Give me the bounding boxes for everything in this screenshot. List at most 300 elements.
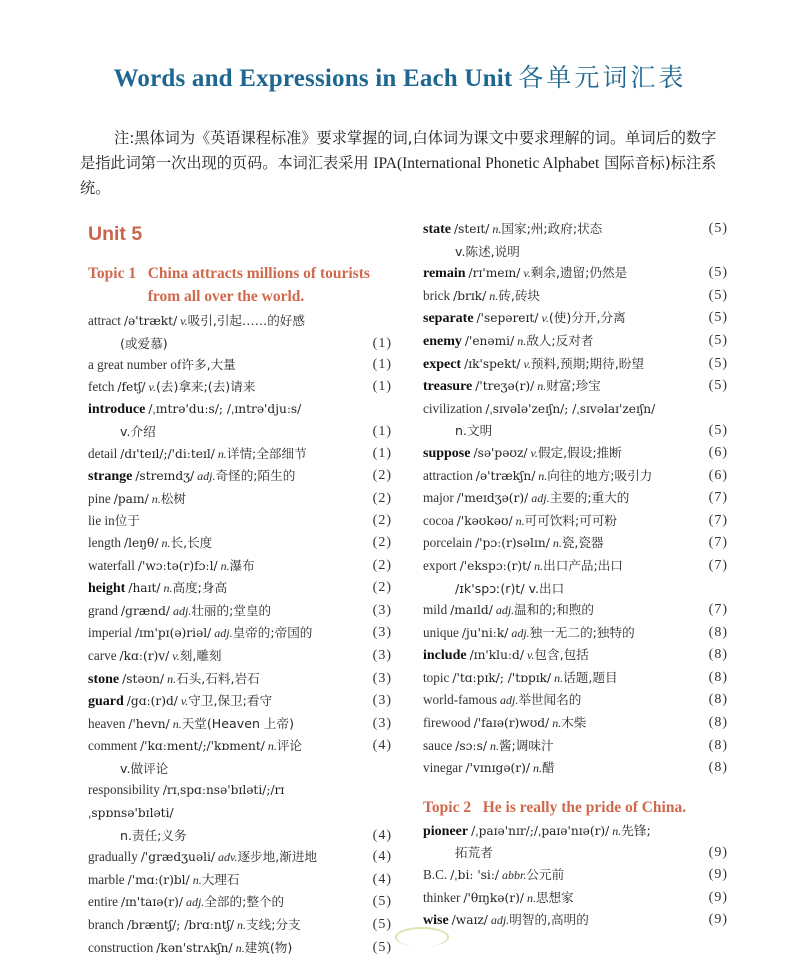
entry-meaning: 独一无二的;独特的 xyxy=(529,624,635,640)
vocab-entry xyxy=(88,937,392,959)
entry-part-of-speech: n. xyxy=(217,446,227,461)
entry-word: include xyxy=(423,648,467,664)
entry-page-number: (7) xyxy=(708,557,728,573)
entry-word: major xyxy=(423,490,454,506)
entry-page-number: (5) xyxy=(372,894,392,910)
entry-phonetic: /maɪld/ xyxy=(450,603,493,618)
vocab-entry xyxy=(423,262,728,285)
publisher-logo-icon xyxy=(395,927,449,947)
entry-meaning: 向往的地方;吸引力 xyxy=(547,467,653,483)
entry-page-number: (7) xyxy=(708,512,728,528)
entry-word: world-famous xyxy=(423,692,497,708)
entry-part-of-speech: n. xyxy=(192,872,202,887)
vocab-entry-continuation xyxy=(88,758,392,780)
entry-word: B.C. xyxy=(423,867,448,883)
vocab-entry xyxy=(88,443,392,466)
entry-part-of-speech: v. xyxy=(523,356,531,371)
entry-part-of-speech: adj. xyxy=(495,603,515,618)
entry-part-of-speech: adj. xyxy=(511,625,530,640)
entry-meaning: 出口产品;出口 xyxy=(543,557,623,573)
entry-phonetic: /steɪt/ xyxy=(454,222,490,236)
entry-word: separate xyxy=(423,311,474,327)
vocab-entry xyxy=(88,532,392,555)
title-english: Words and Expressions in Each Unit xyxy=(113,65,513,92)
entry-meaning: 奇怪的;陌生的 xyxy=(215,468,296,484)
entry-meaning: 木柴 xyxy=(561,715,587,731)
vocab-entry xyxy=(88,690,392,713)
entry-word: expect xyxy=(423,356,462,372)
entry-phonetic: /streɪndʒ/ xyxy=(135,469,195,484)
vocab-entry xyxy=(88,668,392,691)
entry-meaning: 许多,大量 xyxy=(181,357,236,373)
entry-part-of-speech: v. xyxy=(180,694,189,709)
entry-page-number: (5) xyxy=(372,917,392,933)
entry-page-number: (8) xyxy=(708,647,728,663)
entry-page-number: (1) xyxy=(372,335,392,351)
entry-word: attract xyxy=(88,313,121,328)
entry-meaning: 思想家 xyxy=(535,889,574,905)
entry-word: fetch xyxy=(88,378,115,394)
entry-part-of-speech: v. xyxy=(172,648,180,663)
vocab-entry-continuation xyxy=(423,578,728,600)
vocab-entry-continuation xyxy=(423,842,728,864)
entry-phonetic: /dɪ'teɪl/;/'diːteɪl/ xyxy=(120,446,215,461)
entry-phonetic: /grænd/ xyxy=(121,603,170,618)
vocab-entry xyxy=(88,645,392,668)
entry-page-number: (9) xyxy=(708,867,728,883)
vocab-entry xyxy=(88,577,392,600)
entry-page-number: (3) xyxy=(372,715,392,731)
entry-word: construction xyxy=(88,939,154,955)
entry-phonetic: /'hevn/ xyxy=(128,716,170,731)
entry-word: lie in xyxy=(88,513,115,529)
entry-part-of-speech: n. xyxy=(538,468,548,483)
vocab-entry xyxy=(423,735,728,758)
entry-phonetic: /'θɪŋkə(r)/ xyxy=(463,890,524,905)
entry-phonetic: /ˌɪntrə'duːs/; /ˌɪntrə'djuːs/ xyxy=(148,402,302,417)
entry-part-of-speech: n. xyxy=(552,536,562,551)
entry-page-number: (5) xyxy=(372,939,392,955)
entry-word: suppose xyxy=(423,445,471,461)
entry-phonetic: /ɪk'spekt/ xyxy=(464,356,521,371)
entry-word: porcelain xyxy=(423,535,473,551)
entry-word: responsibility xyxy=(88,782,160,798)
entry-phonetic: /ˌpaɪə'nɪr/;/ˌpaɪə'nɪə(r)/ xyxy=(471,823,610,838)
entry-page-number: (5) xyxy=(708,332,728,348)
usage-note xyxy=(80,126,730,201)
entry-phonetic: /sə'pəʊz/ xyxy=(473,445,528,460)
entry-page-number: (7) xyxy=(708,490,728,506)
entry-word: strange xyxy=(88,469,133,485)
vocab-entry xyxy=(423,330,728,353)
entry-page-number: (2) xyxy=(372,468,392,484)
entry-meaning: 皇帝的;帝国的 xyxy=(232,625,313,641)
note-text-ipa: IPA(International Phonetic Alphabet xyxy=(373,155,600,172)
entry-part-of-speech: n. xyxy=(533,761,542,776)
entry-part-of-speech: adj. xyxy=(499,693,519,708)
entry-page-number: (8) xyxy=(708,624,728,640)
entry-part-of-speech: adj. xyxy=(531,491,550,506)
entry-meaning-continued: /ɪk'spɔː(r)t/ v.出口 xyxy=(455,580,565,596)
entry-meaning: 石头,石料,岩石 xyxy=(176,670,260,686)
vocab-entry xyxy=(88,713,392,736)
entry-phonetic: /'kɑːment/;/'kɒment/ xyxy=(140,739,265,754)
entry-word: vinegar xyxy=(423,760,463,776)
vocab-entry xyxy=(423,465,728,488)
vocabulary-list-right xyxy=(423,218,728,780)
entry-word: export xyxy=(423,557,457,573)
entry-page-number: (2) xyxy=(372,557,392,573)
vocab-entry xyxy=(423,887,728,910)
entry-page-number: (8) xyxy=(708,760,728,776)
entry-meaning-continued: n.责任;义务 xyxy=(120,827,187,843)
entry-meaning: 敌人;反对者 xyxy=(526,332,594,348)
entry-part-of-speech: n. xyxy=(235,940,245,955)
entry-part-of-speech: n. xyxy=(534,558,544,573)
vocab-entry xyxy=(423,689,728,712)
entry-word: mild xyxy=(423,602,448,618)
entry-word: grand xyxy=(88,602,119,618)
vocab-entry xyxy=(423,712,728,735)
entry-meaning: 温和的;和煦的 xyxy=(514,602,594,618)
entry-part-of-speech: abbr. xyxy=(502,868,527,883)
vocab-entry xyxy=(88,376,392,399)
entry-meaning: 位于 xyxy=(114,513,140,529)
entry-phonetic: /paɪn/ xyxy=(113,491,149,506)
entry-word: remain xyxy=(423,266,466,282)
entry-part-of-speech: adj. xyxy=(172,603,192,618)
entry-phonetic: /'meɪdʒə(r)/ xyxy=(456,491,529,506)
topic-title: He is really the pride of China. xyxy=(482,798,687,816)
entry-part-of-speech: n. xyxy=(163,581,173,596)
entry-phonetic: /'faɪə(r)wʊd/ xyxy=(473,716,550,731)
topic-number: Topic 1 xyxy=(88,265,148,282)
entry-phonetic: /leŋθ/ xyxy=(123,535,159,550)
entry-page-number: (1) xyxy=(372,378,392,394)
vocab-entry xyxy=(423,398,728,421)
entry-meaning: 预料,预期;期待,盼望 xyxy=(530,355,644,371)
entry-part-of-speech: n. xyxy=(267,739,277,754)
vocab-entry-continuation xyxy=(88,421,392,443)
entry-phonetic: /gɑː(r)d/ xyxy=(126,694,178,709)
entry-word: sauce xyxy=(423,737,453,753)
entry-part-of-speech: n. xyxy=(151,491,161,506)
entry-part-of-speech: adv. xyxy=(218,850,238,865)
entry-phonetic: /kən'strʌkʃn/ xyxy=(156,940,233,955)
entry-word: pioneer xyxy=(423,823,469,839)
entry-word: a great number of xyxy=(88,357,182,373)
entry-part-of-speech: adj. xyxy=(214,626,233,641)
entry-word: attraction xyxy=(423,467,473,483)
entry-part-of-speech: n. xyxy=(526,890,536,905)
entry-part-of-speech: v. xyxy=(530,445,538,460)
vocab-entry xyxy=(423,487,728,510)
entry-part-of-speech: n. xyxy=(220,558,230,573)
entry-meaning-continued: n.文明 xyxy=(455,423,493,439)
entry-word: thinker xyxy=(423,889,461,905)
entry-page-number: (5) xyxy=(708,423,728,439)
vocab-entry xyxy=(423,555,728,578)
entry-phonetic: /ju'niːk/ xyxy=(461,625,509,640)
vocab-entry xyxy=(423,820,728,843)
entry-phonetic: /'sepəreɪt/ xyxy=(476,311,539,326)
entry-part-of-speech: n. xyxy=(489,288,499,303)
entry-page-number: (2) xyxy=(372,513,392,529)
entry-meaning: 主要的;重大的 xyxy=(549,490,630,506)
entry-word: gradually xyxy=(88,849,138,865)
entry-phonetic: /'vɪnɪgə(r)/ xyxy=(465,761,530,776)
entry-page-number: (4) xyxy=(372,827,392,843)
entry-word: introduce xyxy=(88,402,146,418)
vocab-entry xyxy=(423,667,728,690)
entry-page-number: (9) xyxy=(708,912,728,928)
entry-page-number: (3) xyxy=(372,625,392,641)
entry-part-of-speech: n. xyxy=(554,670,564,685)
entry-page-number: (5) xyxy=(708,378,728,394)
entry-meaning: 逐步地,渐进地 xyxy=(237,849,318,865)
entry-word: marble xyxy=(88,871,125,887)
entry-page-number: (4) xyxy=(372,871,392,887)
entry-phonetic: /ˌsɪvələ'zeɪʃn/; /ˌsɪvəlaɪ'zeɪʃn/ xyxy=(485,401,656,416)
entry-meaning: 长,长度 xyxy=(170,534,213,550)
entry-phonetic: /haɪt/ xyxy=(128,581,161,596)
entry-phonetic: /'tɑːpɪk/; /'tɒpɪk/ xyxy=(452,670,552,685)
entry-part-of-speech: n. xyxy=(492,222,502,236)
vocab-entry xyxy=(88,398,392,421)
entry-part-of-speech: v. xyxy=(523,266,531,281)
vocab-entry xyxy=(423,307,728,330)
entry-meaning: 话题,题目 xyxy=(563,669,618,685)
entry-word: entire xyxy=(88,894,119,910)
entry-word: unique xyxy=(423,624,459,640)
entry-meaning: 大理石 xyxy=(201,871,240,887)
left-column xyxy=(88,218,392,959)
entry-meaning: 评论 xyxy=(276,738,303,754)
entry-meaning: 守卫,保卫;看守 xyxy=(188,693,273,709)
vocab-entry xyxy=(423,864,728,887)
entry-meaning: 酱;调味汁 xyxy=(498,737,554,753)
entry-phonetic: /brɪk/ xyxy=(453,288,487,303)
entry-phonetic: /ə'trækt/ xyxy=(123,314,178,328)
unit-heading: Unit 5 xyxy=(88,223,143,245)
entry-part-of-speech: adj. xyxy=(197,469,216,484)
vocab-entry xyxy=(88,735,392,758)
entry-phonetic: /'kəʊkəʊ/ xyxy=(456,513,513,528)
entry-meaning-continued: v.介绍 xyxy=(120,423,156,439)
right-column xyxy=(423,218,728,932)
entry-word: length xyxy=(88,534,121,550)
vocab-entry xyxy=(88,354,392,376)
entry-word: height xyxy=(88,581,126,597)
entry-page-number: (5) xyxy=(708,310,728,326)
note-text-1: 注:黑体词为《英语课程标准》要求掌握的词,白体词为课文中要求理解的词。单词后的数字是指此词第一次出现的页码。本词汇表采用 xyxy=(80,129,717,172)
entry-page-number: (8) xyxy=(708,715,728,731)
vocab-entry xyxy=(423,285,728,308)
entry-word: treasure xyxy=(423,379,473,395)
entry-meaning: 先锋; xyxy=(621,822,651,838)
entry-meaning: 公元前 xyxy=(526,867,565,883)
entry-phonetic: /sɔːs/ xyxy=(455,738,487,753)
entry-meaning: 建筑(物) xyxy=(244,939,293,955)
entry-word: pine xyxy=(88,490,111,506)
vocab-entry xyxy=(423,757,728,780)
entry-meaning: 松树 xyxy=(160,490,186,506)
entry-page-number: (2) xyxy=(372,534,392,550)
topic-heading-2 xyxy=(423,796,728,819)
vocab-entry xyxy=(88,465,392,488)
entry-part-of-speech: adj. xyxy=(185,895,205,910)
entry-meaning: 详情;全部细节 xyxy=(226,445,307,461)
entry-page-number: (3) xyxy=(372,693,392,709)
entry-meaning: 高度;身高 xyxy=(172,580,228,596)
vocab-entry xyxy=(88,600,392,623)
vocab-entry xyxy=(423,532,728,555)
vocab-entry xyxy=(88,914,392,937)
entry-page-number: (4) xyxy=(372,849,392,865)
entry-phonetic: /kɑː(r)v/ xyxy=(119,648,170,663)
entry-meaning: 吸引,引起……的好感 xyxy=(187,313,305,328)
entry-word: comment xyxy=(88,738,138,754)
entry-phonetic: /ə'trækʃn/ xyxy=(475,468,536,483)
entry-phonetic: /fetʃ/ xyxy=(117,379,146,394)
entry-meaning: 砖,砖块 xyxy=(498,287,541,303)
entry-meaning: 瓷,瓷器 xyxy=(561,535,604,551)
entry-part-of-speech: n. xyxy=(517,333,527,348)
entry-meaning: 明智的,高明的 xyxy=(509,912,589,928)
entry-meaning-continued: 拓荒者 xyxy=(455,845,493,861)
entry-meaning: 醋 xyxy=(542,760,555,776)
entry-phonetic: /waɪz/ xyxy=(451,913,488,928)
entry-phonetic: /bræntʃ/; /brɑːntʃ/ xyxy=(126,918,235,933)
entry-meaning-continued: v.做评论 xyxy=(120,760,169,776)
entry-meaning-continued: v.陈述,说明 xyxy=(455,243,520,259)
vocab-entry-continuation xyxy=(423,420,728,442)
vocab-entry xyxy=(423,375,728,398)
entry-phonetic: /stəʊn/ xyxy=(122,671,165,686)
entry-meaning: 全部的;整个的 xyxy=(204,894,285,910)
vocabulary-list-left xyxy=(88,310,392,959)
entry-word: detail xyxy=(88,445,118,461)
entry-meaning: 包含,包括 xyxy=(534,647,589,663)
vocab-entry xyxy=(423,644,728,667)
entry-page-number: (1) xyxy=(372,423,392,439)
entry-meaning: 可可饮料;可可粉 xyxy=(524,512,618,528)
entry-page-number: (8) xyxy=(708,669,728,685)
entry-part-of-speech: v. xyxy=(541,311,549,326)
entry-page-number: (1) xyxy=(372,445,392,461)
entry-word: topic xyxy=(423,669,450,685)
entry-word: carve xyxy=(88,647,117,663)
entry-part-of-speech: n. xyxy=(172,716,182,731)
entry-word: enemy xyxy=(423,333,462,349)
entry-meaning: 国家;州;政府;状态 xyxy=(501,221,603,236)
entry-word: branch xyxy=(88,917,124,933)
entry-part-of-speech: n. xyxy=(612,823,622,838)
entry-page-number: (3) xyxy=(372,647,392,663)
entry-page-number: (6) xyxy=(708,444,728,460)
entry-meaning: 支线;分支 xyxy=(246,917,301,933)
entry-page-number: (8) xyxy=(708,692,728,708)
entry-page-number: (9) xyxy=(708,845,728,861)
entry-page-number: (3) xyxy=(372,670,392,686)
vocab-entry xyxy=(423,353,728,376)
entry-part-of-speech: n. xyxy=(515,513,525,528)
entry-meaning: 壮丽的;堂皇的 xyxy=(191,602,272,618)
entry-page-number: (5) xyxy=(708,355,728,371)
entry-phonetic: /'enəmi/ xyxy=(464,333,515,348)
vocab-entry-continuation xyxy=(423,241,728,263)
entry-word: wise xyxy=(423,913,449,929)
entry-page-number: (5) xyxy=(708,287,728,303)
vocab-entry xyxy=(423,218,728,241)
entry-phonetic: /'grædʒuəli/ xyxy=(140,850,215,865)
entry-part-of-speech: adj. xyxy=(490,913,510,928)
entry-page-number: (1) xyxy=(372,357,392,373)
topic-number: Topic 2 xyxy=(423,798,483,816)
entry-meaning: 刻,雕刻 xyxy=(179,647,222,663)
entry-part-of-speech: n. xyxy=(161,535,171,550)
vocab-entry xyxy=(88,622,392,645)
vocab-entry xyxy=(88,310,392,333)
entry-phonetic: /rɪˌspɑːnsə'bɪləti/;/rɪˌspɒnsə'bɪləti/ xyxy=(88,783,285,821)
entry-meaning: 假定,假设;推断 xyxy=(537,444,622,460)
vocab-entry xyxy=(423,599,728,622)
entry-word: guard xyxy=(88,694,124,710)
entry-phonetic: /'treʒə(r)/ xyxy=(475,379,535,394)
note-text-2: 国际音标)标注系统。 xyxy=(80,154,717,197)
entry-part-of-speech: n. xyxy=(489,738,499,753)
vocabulary-list-topic2 xyxy=(423,820,728,932)
entry-part-of-speech: n. xyxy=(237,918,247,933)
entry-meaning: 财富;珍宝 xyxy=(546,378,601,394)
entry-meaning: (使)分开,分离 xyxy=(548,310,626,326)
entry-phonetic: /ɪn'kluːd/ xyxy=(469,648,524,663)
entry-meaning-continued: (或爱慕) xyxy=(120,335,168,351)
entry-word: state xyxy=(423,222,451,237)
entry-meaning: 天堂(Heaven 上帝) xyxy=(181,715,295,731)
entry-meaning: 举世闻名的 xyxy=(518,692,582,708)
entry-word: waterfall xyxy=(88,557,135,573)
entry-word: cocoa xyxy=(423,512,454,528)
entry-part-of-speech: v. xyxy=(180,314,188,328)
entry-word: civilization xyxy=(423,400,483,416)
entry-phonetic: /'pɔː(r)səlɪn/ xyxy=(475,536,550,551)
entry-page-number: (8) xyxy=(708,737,728,753)
entry-phonetic: /'mɑː(r)bl/ xyxy=(127,872,190,887)
vocab-entry-continuation xyxy=(88,333,392,355)
entry-page-number: (4) xyxy=(372,738,392,754)
entry-page-number: (3) xyxy=(372,602,392,618)
entry-phonetic: /rɪ'meɪn/ xyxy=(468,266,521,281)
entry-page-number: (5) xyxy=(708,221,728,236)
topic-heading-1 xyxy=(88,262,392,308)
entry-phonetic: /'wɔːtə(r)fɔːl/ xyxy=(137,558,218,573)
entry-page-number: (7) xyxy=(708,535,728,551)
entry-phonetic: /'ekspɔː(r)t/ xyxy=(459,558,532,573)
page-title xyxy=(0,58,800,94)
entry-word: imperial xyxy=(88,625,132,641)
entry-page-number: (7) xyxy=(708,602,728,618)
entry-meaning: 瀑布 xyxy=(229,557,255,573)
entry-page-number: (9) xyxy=(708,889,728,905)
entry-phonetic: /ɪm'pɪ(ə)riəl/ xyxy=(134,626,212,641)
entry-part-of-speech: v. xyxy=(148,379,156,394)
vocab-entry-continuation xyxy=(88,825,392,847)
vocab-entry xyxy=(423,909,728,932)
entry-part-of-speech: n. xyxy=(552,716,562,731)
vocab-entry xyxy=(88,869,392,892)
vocab-entry xyxy=(423,622,728,645)
